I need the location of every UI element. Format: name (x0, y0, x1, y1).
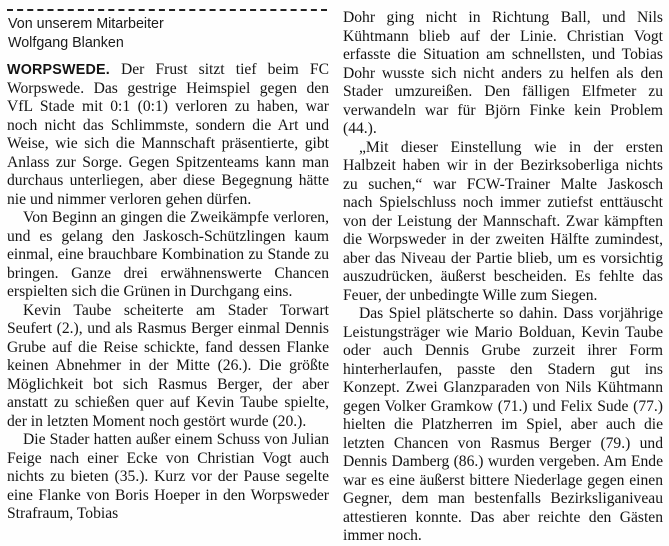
dateline: WORPSWEDE. (7, 62, 110, 78)
article-paragraph: Kevin Taube scheiterte am Stader Torwart Seufert (2.), und als Rasmus Berger einmal Dennis Grube auf die Reise schickte, fand dessen Flanke keinen Abnehmer in der Mitte (26.). Die größte Möglichkeit bot sich Rasmus Berger, der aber anstatt zu schießen quer auf Kevin Taube spielte, der in letzten Moment noch gestört wurde (20.). (7, 301, 329, 430)
article-paragraph: Die Stader hatten außer einem Schuss von Julian Feige nach einer Ecke von Christian Vogt auch nichts zu bieten (35.). Kurz vor der Pause segelte eine Flanke von Boris Hoeper in den Worpsweder Strafraum, Tobias (7, 431, 329, 522)
article-paragraph: Von Beginn an gingen die Zweikämpfe verloren, und es gelang den Jaskosch-Schützlingen kaum einmal, eine brauchbare Kombination zu Stande zu bringen. Ganze drei erwähnenswerte Chancen erspielten sich die Grünen in Durchgang eins. (7, 209, 329, 300)
article-paragraph: „Mit dieser Einstellung wie in der ersten Halbzeit haben wir in der Bezirksoberliga nichts zu suchen,“ war FCW-Trainer Malte Jaskosch nach Spielschluss noch immer zutiefst enttäuscht von der Leistung der Mannschaft. Zwar kämpften die Worpsweder in der zweiten Hälfte zumindest, aber das Niveau der Partie blieb, um es vorsichtig auszudrücken, äußerst bescheiden. Es fehlte das Feuer, der unbedingte Wille zum Siegen. (343, 138, 663, 304)
byline-line-2: Wolfgang Blanken (8, 35, 124, 51)
paragraph-text: Der Frust sitzt tief beim FC Worpswede. Das gestrige Heimspiel gegen den VfL Stade mit 0:1 (0:1) verloren zu haben, war noch nicht das Schlimmste, sondern die Art und Weise, wie sich die Mannschaft präsentierte, gibt Anlass zur Sorge. Gegen Spitzenteams kann man durchaus unterliegen, aber diese Begegnung hätte nie und nimmer verloren gehen dürfen. (7, 61, 329, 208)
dashed-rule (7, 9, 327, 11)
article-body-left (7, 61, 329, 524)
article-paragraph: Dohr ging nicht in Richtung Ball, und Nils Kühtmann blieb auf der Linie. Christian Vogt erfasste die Situation am schnellsten, und Tobias Dohr wusste sich nicht anders zu helfen als den Stader umzureißen. Den fälligen Elfmeter zu verwandeln war für Björn Finke kein Problem (44.). (343, 9, 663, 137)
article-paragraph: Das Spiel plätscherte so dahin. Dass vorjährige Leistungsträger wie Mario Bolduan, Kevin Taube oder auch Dennis Grube zurzeit ihrer Form hinterherlaufen, passte den Stadern gut ins Konzept. Zwei Glanzparaden von Nils Kühtmann gegen Volker Gramkow (71.) und Felix Sude (77.) hielten die Platzherren im Spiel, aber auch die letzten Chancen von Rasmus Berger (79.) und Dennis Damberg (86.) wurden vergeben. Am Ende war es eine äußerst bittere Niederlage gegen einen Gegner, dem man bestenfalls Bezirksliganiveau attestieren konnte. Das aber reichte den Gästen immer noch. (343, 305, 663, 544)
byline-line-1: Von unserem Mitarbeiter (8, 16, 164, 32)
byline (8, 15, 164, 53)
article-paragraph (7, 61, 329, 209)
article-column-right (343, 9, 663, 546)
